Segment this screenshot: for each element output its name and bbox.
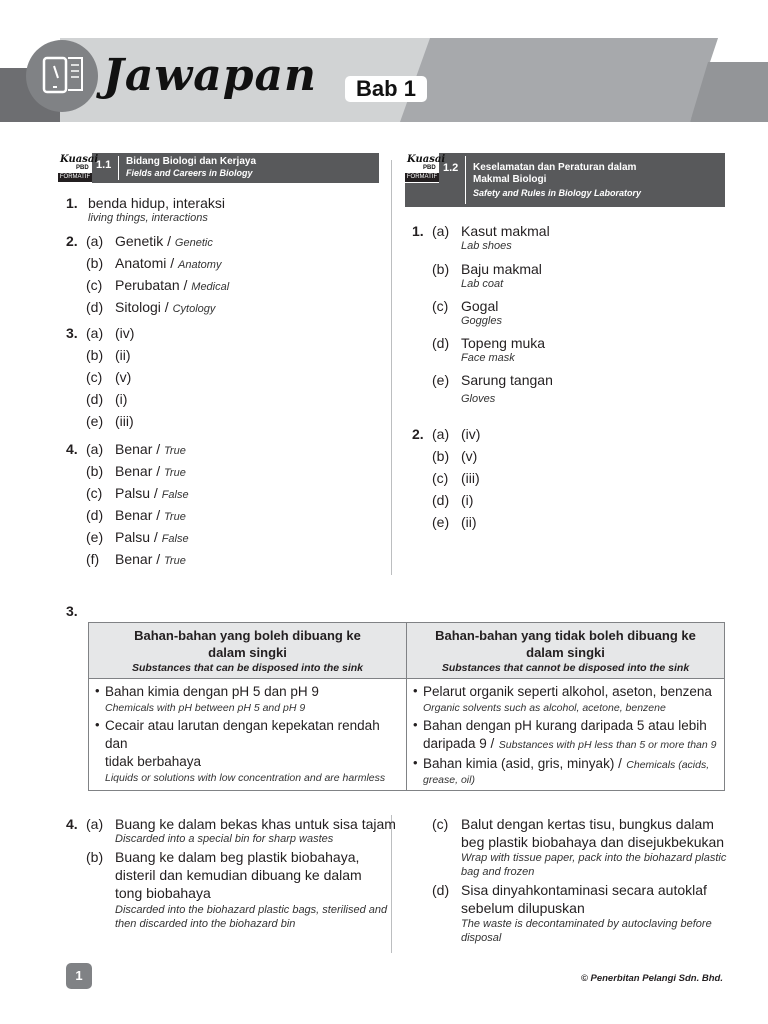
q1-answer: benda hidup, interaksi [88,195,225,211]
page-title: Jawapan [103,50,317,101]
list-item: • Pelarut organik seperti alkohol, aseton, benzena Organic solvents such as alcohol, acetone, benzene [409,683,718,715]
list-item: (b) Benar / True [86,463,186,479]
list-item: (c) (iii) [432,470,480,486]
r2-number: 2. [412,426,424,442]
list-item: (a) Genetik / Genetic [86,233,213,249]
q3-number: 3. [66,325,78,341]
section-title: Bidang Biologi dan Kerjaya [126,156,257,167]
q4-part-b: (b) Buang ke dalam beg plastik biobahaya, disteril dan kemudian dibuang ke dalam tong biobahaya Discarded into the biohazard plastic bags, sterilised and then discarded into the biohazard bin [86,849,388,930]
list-item: (e) (ii) [432,514,477,530]
list-item: (d) Sitologi / Cytology [86,299,216,315]
list-item: (d) Topeng muka Face mask [432,335,546,364]
r1-number: 1. [412,223,424,239]
copyright: © Penerbitan Pelangi Sdn. Bhd. [580,973,723,984]
list-item: (b) Baju makmal Lab coat [432,261,542,290]
tablet-book-icon [40,52,86,100]
section-title-line2: Makmal Biologi [473,174,547,185]
list-item: (a) Kasut makmal Lab shoes [432,223,550,252]
section-header-1-2 [405,153,725,207]
q2-number: 2. [66,233,78,249]
section-title-line1: Keselamatan dan Peraturan dalam [473,162,637,173]
table-cell-can [89,679,407,791]
r3-number: 3. [66,603,78,619]
section-number: 1.1 [96,159,112,171]
column-divider [391,160,392,575]
list-item: (a) Benar / True [86,441,186,457]
disposal-table [88,622,725,791]
q4-part-d: (d) Sisa dinyahkontaminasi secara autoklaf sebelum dilupuskan The waste is decontaminated by autoclaving before disposal [432,882,712,944]
q4-part-c: (c) Balut dengan kertas tisu, bungkus dalam beg plastik biobahaya dan disejukbekukan Wrap with tissue paper, pack into the biohazard plastic bag and frozen [432,816,727,878]
chapter-label: Bab 1 [345,76,427,102]
list-item: • Bahan kimia dengan pH 5 dan pH 9 Chemicals with pH between pH 5 and pH 9 [91,683,402,715]
q1-number: 1. [66,195,78,211]
r4-number: 4. [66,816,78,832]
kuasai-pbd-badge: Kuasai PBD FORMATIF [405,153,439,183]
list-item: (b) (ii) [86,347,131,363]
list-item: (a) (iv) [86,325,135,341]
table-header-cannot: Bahan-bahan yang tidak boleh dibuang ke dalam singki Substances that cannot be disposed into the sink [407,623,725,679]
section-subtitle: Fields and Careers in Biology [126,168,253,178]
section-number: 1.2 [443,162,459,174]
list-item: (e) (iii) [86,413,134,429]
kuasai-pbd-badge: Kuasai PBD FORMATIF [58,153,92,183]
table-cell-cannot [407,679,725,791]
list-item: (d) (i) [432,492,474,508]
table-header-can: Bahan-bahan yang boleh dibuang ke dalam singki Substances that can be disposed into the sink [89,623,407,679]
q4-number: 4. [66,441,78,457]
column-divider [391,815,392,953]
list-item: (d) Benar / True [86,507,186,523]
list-item: • Bahan dengan pH kurang daripada 5 atau lebih daripada 9 / Substances with pH less than 5 or more than 9 [409,717,718,753]
list-item: (b) Anatomi / Anatomy [86,255,222,271]
list-item: (e) Palsu / False [86,529,189,545]
list-item: • Cecair atau larutan dengan kepekatan rendah dan tidak berbahaya Liquids or solutions with low concentration and are harmless [91,717,402,785]
list-item: (a) (iv) [432,426,481,442]
list-item: (f) Benar / True [86,551,186,567]
list-item: (e) Sarung tangan Gloves [432,372,553,405]
list-item: (c) (v) [86,369,132,385]
page-number: 1 [66,963,92,989]
q1-translation: living things, interactions [88,212,208,224]
list-item: (c) Palsu / False [86,485,189,501]
list-item: (d) (i) [86,391,128,407]
section-subtitle: Safety and Rules in Biology Laboratory [473,188,642,198]
list-item: (c) Perubatan / Medical [86,277,230,293]
list-item: (b) (v) [432,448,478,464]
list-item: • Bahan kimia (asid, gris, minyak) / Chemicals (acids, grease, oil) [409,755,718,787]
q4-part-a: (a) Buang ke dalam bekas khas untuk sisa tajam Discarded into a special bin for sharp wastes [86,816,396,845]
section-header-1-1 [58,153,379,183]
list-item: (c) Gogal Goggles [432,298,502,327]
